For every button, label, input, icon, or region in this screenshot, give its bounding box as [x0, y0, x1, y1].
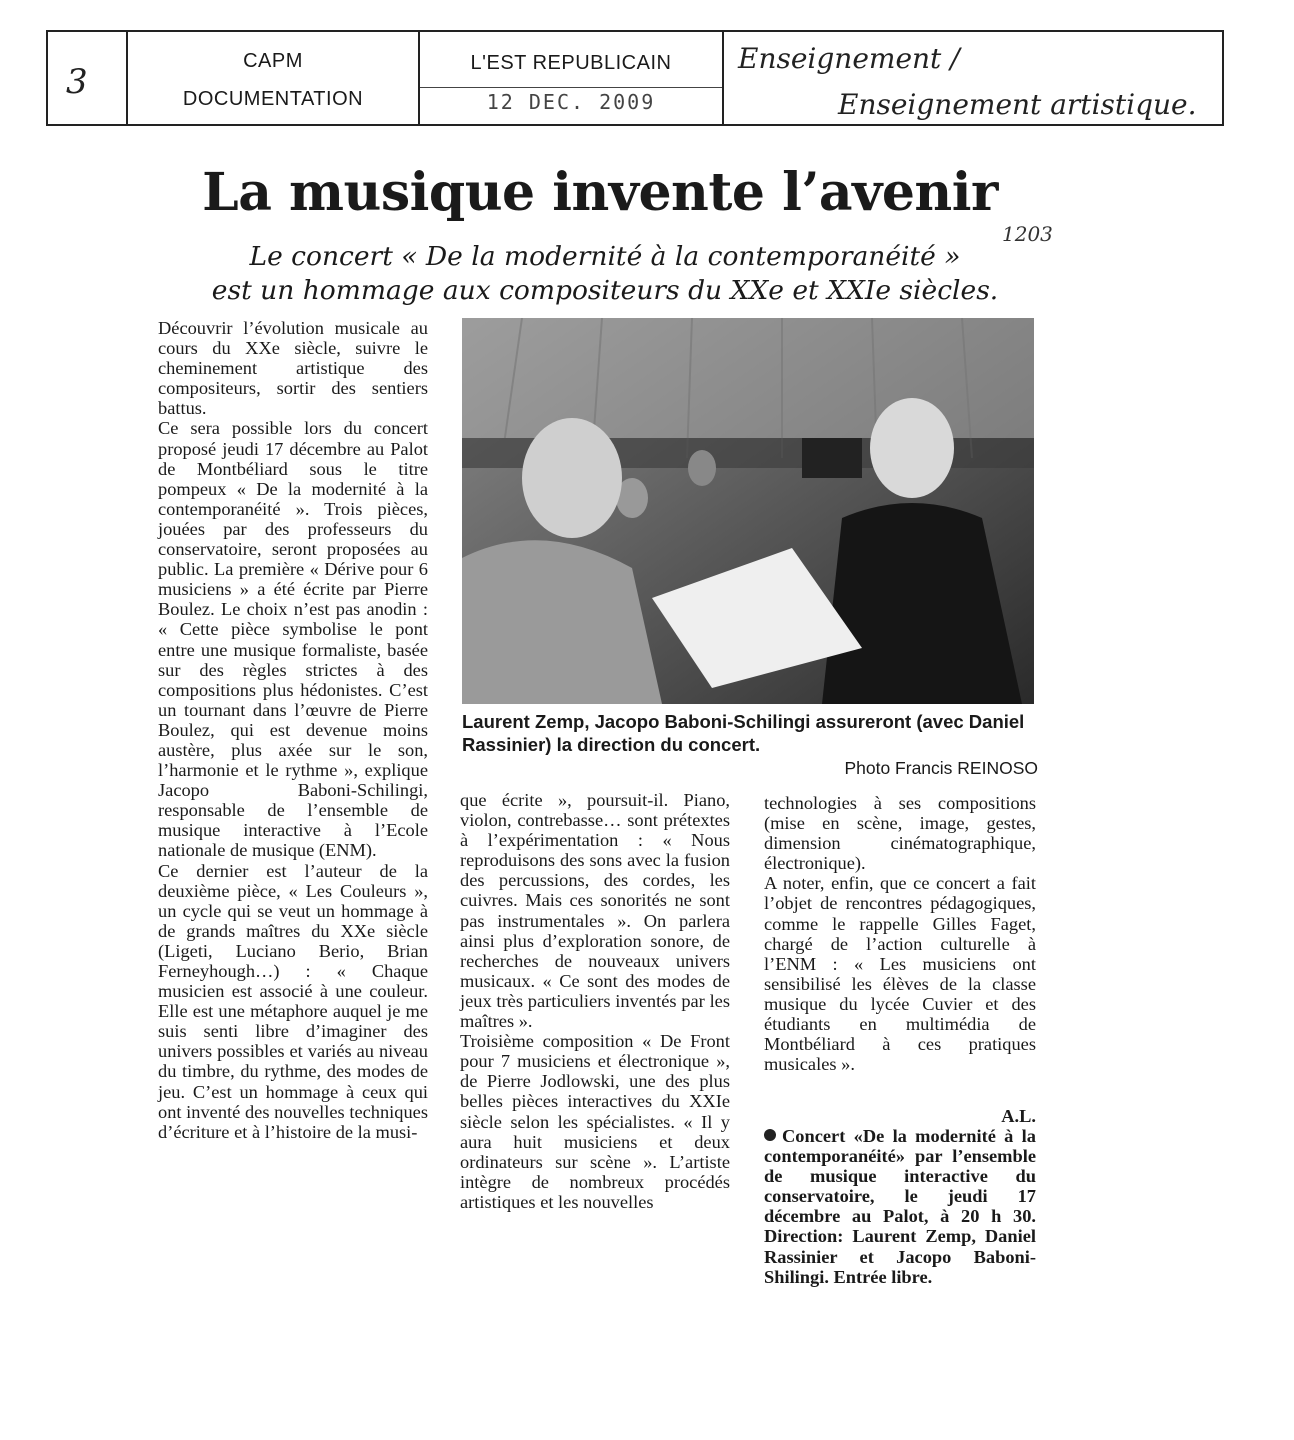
paragraph: Troisième composition « De Front pour 7 musiciens et électronique », de Pierre Jodlowski, une des plus belles pièces interactives du XXIe siècle selon les spécialistes. « Il y aura huit musiciens et deux ordinateurs sur scène ». L’artiste intègre de nombreux procédés artistiques et les nouvelles — [460, 1031, 730, 1212]
archive-stamp — [46, 30, 1224, 126]
org-line-1: CAPM — [243, 50, 303, 72]
standfirst-line-2: est un hommage aux compositeurs du XXe et XXIe siècles. — [211, 275, 999, 306]
concert-info-box — [764, 1126, 1036, 1287]
photo-credit: Photo Francis REINOSO — [844, 758, 1038, 778]
bullet-icon — [764, 1129, 776, 1141]
article-column-3 — [764, 793, 1036, 1074]
page-number-cell — [48, 32, 128, 124]
handwritten-rubric-1: Enseignement / — [738, 42, 960, 75]
paragraph: que écrite », poursuit-il. Piano, violon, contrebasse… sont prétextes à l’expérimentation : « Nous reproduisons des sons avec la fusion des percussions, des cordes, les cuivres. Mais ces sonorités ne sont pas instrumentales ». On parlera ainsi plus d’exploration sonore, de recherches de nouveaux univers musicaux. « Ce sont des modes de jeux très particuliers inventés par les maîtres ». — [460, 790, 730, 1032]
newspaper-name: L'EST REPUBLICAIN — [470, 52, 672, 74]
handwritten-rubric-2: Enseignement artistique. — [838, 88, 1197, 121]
paragraph: Ce dernier est l’auteur de la deuxième pièce, « Les Couleurs », un cycle qui se veut un hommage à de grands maîtres du XXe siècle (Ligeti, Luciano Berio, Brian Ferneyhough…) : « Chaque musicien est associé à une couleur. Elle est une métaphore auquel je me suis senti libre d’imaginer des univers possibles et variés au niveau du timbre, du rythme, des modes de jeu. C’est un hommage à ceux qui ont inventé des nouvelles techniques d’écriture et à l’histoire de la musi- — [158, 860, 428, 1142]
author-signature: A.L. — [1001, 1106, 1036, 1126]
cell-divider — [420, 87, 722, 88]
article-column-1 — [158, 318, 428, 1142]
article-column-2 — [460, 790, 730, 1212]
paragraph: Découvrir l’évolution musicale au cours du XXe siècle, suivre le cheminement artistique des compositeurs, sortir des sentiers battus. — [158, 318, 428, 419]
photo-caption: Laurent Zemp, Jacopo Baboni-Schilingi assureront (avec Daniel Rassinier) la direction du concert. — [462, 711, 1025, 755]
handwritten-margin-number: 1203 — [1002, 222, 1053, 246]
paragraph: Ce sera possible lors du concert proposé jeudi 17 décembre au Palot de Montbéliard sous le titre pompeux « De la modernité à la contemporanéité ». Trois pièces, jouées par des professeurs du conservatoire, seront proposées au public. La première « Dérive pour 6 musiciens » a été écrite par Pierre Boulez. Le choix n’est pas anodin : « Cette pièce symbolise le pont entre une musique formaliste, basée sur des règles strictes à des compositions plus hédonistes. C’est un tournant dans l’œuvre de Pierre Boulez, qui est devenue moins austère, plus axée sur le son, l’harmonie et le rythme », explique Jacopo Baboni-Schilingi, responsable de l’ensemble de musique interactive à l’Ecole nationale de musique (ENM). — [158, 418, 428, 861]
org-line-2: DOCUMENTATION — [182, 88, 364, 110]
paragraph: technologies à ses compositions (mise en scène, image, gestes, dimension cinématographique, électronique). — [764, 793, 1036, 874]
paragraph: A noter, enfin, que ce concert a fait l’objet de rencontres pédagogiques, comme le rappelle Gilles Faget, chargé de l’action culturelle à l’ENM : « Les musiciens ont sensibilisé les élèves de la classe musique du lycée Cuvier et des étudiants en multimédia de Montbéliard à ces pratiques musicales ». — [764, 873, 1036, 1075]
date-stamp: 12 DEC. 2009 — [486, 90, 656, 114]
page-number: 3 — [66, 62, 88, 102]
organization-cell — [128, 32, 420, 124]
article-standfirst — [150, 240, 1060, 308]
concert-photo — [462, 318, 1034, 704]
concert-info-text: Concert «De la modernité à la contemporanéité» par l’ensemble de musique interactive du conservatoire, le jeudi 17 décembre au Palot, à 20 h 30. Direction: Laurent Zemp, Daniel Rassinier et Jacopo Baboni-Shilingi. Entrée libre. — [764, 1126, 1036, 1287]
newspaper-cell — [420, 32, 724, 124]
article-headline: La musique invente l’avenir — [202, 162, 998, 223]
standfirst-line-1: Le concert « De la modernité à la contemporanéité » — [249, 241, 961, 272]
